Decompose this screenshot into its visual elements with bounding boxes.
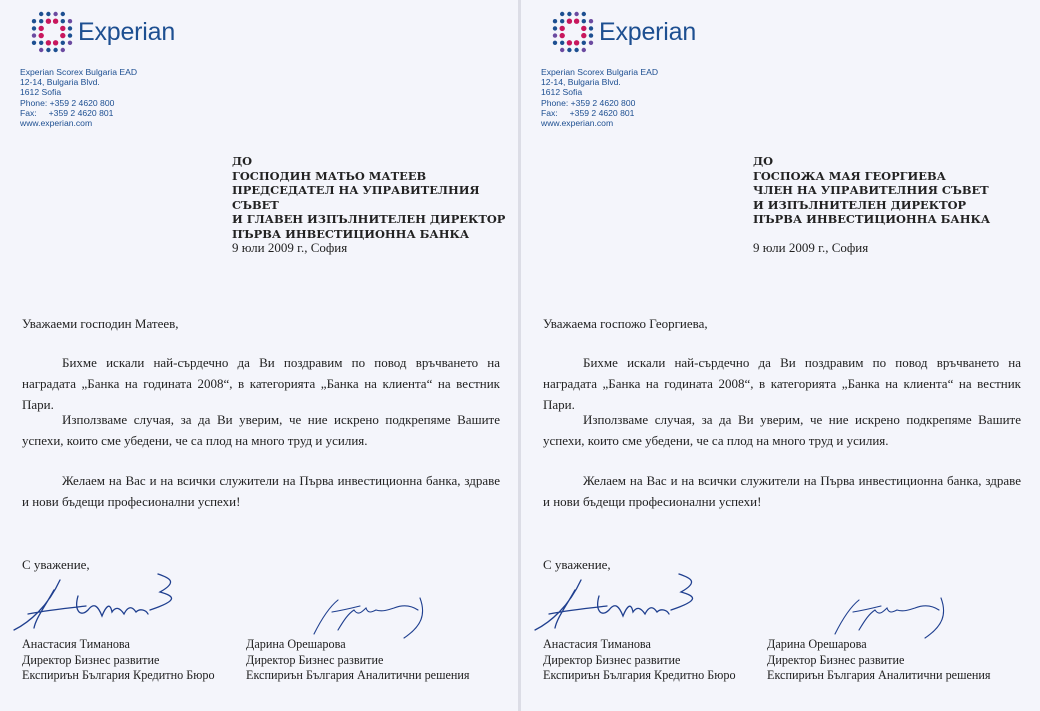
logo-dot	[32, 19, 36, 23]
letter-date: 9 юли 2009 г., София	[232, 240, 348, 255]
logo-dot	[61, 48, 65, 52]
recipient-line: ПРЕДСЕДАТЕЛ НА УПРАВИТЕЛНИЯ СЪВЕТ	[232, 183, 480, 212]
signer-title: Директор Бизнес развитие	[543, 652, 681, 667]
signer-right	[767, 637, 991, 684]
signature-left	[529, 566, 709, 638]
letter-page-right	[521, 0, 1040, 711]
logo-dot	[61, 19, 65, 23]
signer-left	[22, 637, 215, 684]
logo-dot	[553, 33, 557, 37]
logo-dot	[582, 48, 586, 52]
signer-company: Експириън България Кредитно Бюро	[22, 668, 215, 682]
logo-dot	[68, 19, 72, 23]
logo-dot	[39, 33, 44, 38]
address-line: Phone: +359 2 4620 800	[541, 97, 636, 108]
recipient-line: ПЪРВА ИНВЕСТИЦИОННА БАНКА	[232, 226, 470, 241]
signer-name: Дарина Орешарова	[767, 637, 867, 651]
recipient-block	[232, 154, 518, 242]
recipient-line: И ГЛАВЕН ИЗПЪЛНИТЕЛЕН ДИРЕКТОР	[232, 212, 506, 227]
address-line: 12-14, Bulgaria Blvd.	[541, 77, 621, 88]
logo-dot	[68, 41, 72, 45]
signer-company: Експириън България Аналитични решения	[767, 668, 991, 682]
logo-dot	[560, 33, 565, 38]
logo-dot	[39, 12, 43, 16]
logo-dot	[53, 40, 58, 45]
logo-dot	[567, 48, 571, 52]
signer-title: Директор Бизнес развитие	[246, 652, 384, 667]
logo-dot	[46, 40, 51, 45]
recipient-block	[753, 154, 990, 227]
body-paragraph: Използваме случая, за да Ви уверим, че ние искрено подкрепяме Вашите успехи, които сме убедени, че са плод на много труд и усилия.	[543, 412, 1021, 448]
logo-dot	[574, 19, 579, 24]
closing: С уважение,	[543, 557, 611, 572]
address-line: Experian Scorex Bulgaria EAD	[20, 67, 138, 77]
recipient-line: ДО	[753, 154, 774, 168]
salutation: Уважаеми господин Матеев,	[22, 316, 179, 331]
logo-dot	[53, 12, 57, 16]
logo-dot	[589, 41, 593, 45]
body-paragraph: Желаем на Вас и на всички служители на Първа инвестиционна банка, здраве и нови бъдещи професионални успехи!	[22, 473, 500, 509]
brand-name: Experian	[599, 18, 697, 46]
logo-dot	[61, 41, 65, 45]
logo-dot	[574, 40, 579, 45]
body-paragraph: Желаем на Вас и на всички служители на Първа инвестиционна банка, здраве и нови бъдещи професионални успехи!	[543, 473, 1021, 509]
signer-right	[246, 637, 470, 684]
logo-dot	[553, 41, 557, 45]
address-line: www.experian.com	[541, 118, 614, 129]
logo-dot	[60, 33, 65, 38]
experian-dots-icon	[30, 10, 74, 54]
logo-dot	[61, 12, 65, 16]
signer-company: Експириън България Аналитични решения	[246, 668, 470, 682]
signer-company: Експириън България Кредитно Бюро	[543, 668, 736, 682]
signer-left	[543, 637, 736, 684]
signer-name: Анастасия Тиманова	[543, 637, 651, 651]
logo-dot	[560, 12, 564, 16]
recipient-line: ПЪРВА ИНВЕСТИЦИОННА БАНКА	[753, 212, 991, 227]
sender-address	[20, 67, 137, 128]
logo-dot	[574, 12, 578, 16]
letter-date: 9 юли 2009 г., София	[753, 240, 869, 255]
logo-dot	[39, 48, 43, 52]
brand-name: Experian	[78, 18, 176, 46]
logo-dot	[582, 12, 586, 16]
signer-title: Директор Бизнес развитие	[767, 652, 905, 667]
logo-dot	[582, 41, 586, 45]
logo-dot	[68, 26, 72, 30]
logo-dot	[567, 40, 572, 45]
address-line: Fax: +359 2 4620 801	[541, 107, 635, 118]
logo-dot	[589, 26, 593, 30]
salutation: Уважаема госпожо Георгиева,	[543, 316, 708, 331]
logo-dot	[582, 19, 586, 23]
signer-name: Анастасия Тиманова	[22, 637, 130, 651]
signature-right	[829, 590, 969, 644]
signer-title: Директор Бизнес развитие	[22, 652, 160, 667]
logo-dot	[553, 26, 557, 30]
logo-dot	[39, 41, 43, 45]
logo-dot	[581, 33, 586, 38]
address-line: www.experian.com	[20, 118, 93, 129]
experian-dots-icon	[551, 10, 595, 54]
recipient-line: ЧЛЕН НА УПРАВИТЕЛНИЯ СЪВЕТ	[753, 183, 989, 198]
logo-dot	[32, 26, 36, 30]
address-line: 1612 Sofia	[20, 87, 62, 98]
logo-dot	[560, 41, 564, 45]
logo-dot	[560, 48, 564, 52]
logo-dot	[39, 19, 43, 23]
logo-dot	[560, 26, 565, 31]
closing: С уважение,	[22, 557, 90, 572]
logo-dot	[567, 19, 572, 24]
signature-left	[8, 566, 188, 638]
recipient-line: ГОСПОЖА МАЯ ГЕОРГИЕВА	[753, 168, 946, 183]
body-paragraph: Бихме искали най-сърдечно да Ви поздравим по повод връчването на наградата „Банка на годината 2008“, в категорията „Банка на клиента“ на вестник Пари.	[543, 355, 1021, 412]
logo-dot	[39, 26, 44, 31]
logo-dot	[53, 48, 57, 52]
logo-dot	[68, 33, 72, 37]
logo-dot	[589, 19, 593, 23]
body-paragraph: Използваме случая, за да Ви уверим, че ние искрено подкрепяме Вашите успехи, които сме убедени, че са плод на много труд и усилия.	[22, 412, 500, 448]
logo-dot	[32, 33, 36, 37]
logo-dot	[574, 48, 578, 52]
signature-right	[308, 590, 448, 644]
sender-address	[541, 67, 658, 128]
address-line: Phone: +359 2 4620 800	[20, 97, 115, 108]
address-line: 1612 Sofia	[541, 87, 583, 98]
logo-dot	[46, 19, 51, 24]
address-line: Fax: +359 2 4620 801	[20, 107, 114, 118]
address-line: Experian Scorex Bulgaria EAD	[541, 67, 659, 77]
logo-dot	[46, 48, 50, 52]
body-paragraph: Бихме искали най-сърдечно да Ви поздравим по повод връчването на наградата „Банка на годината 2008“, в категорията „Банка на клиента“ на вестник Пари.	[22, 355, 500, 412]
recipient-line: ДО	[232, 154, 253, 168]
logo-dot	[567, 12, 571, 16]
address-line: 12-14, Bulgaria Blvd.	[20, 77, 100, 88]
letter-page-left	[0, 0, 518, 711]
logo-dot	[581, 26, 586, 31]
signer-name: Дарина Орешарова	[246, 637, 346, 651]
logo-dot	[32, 41, 36, 45]
logo-dot	[553, 19, 557, 23]
logo-dot	[60, 26, 65, 31]
logo-dot	[53, 19, 58, 24]
recipient-line: И ИЗПЪЛНИТЕЛЕН ДИРЕКТОР	[753, 197, 967, 212]
logo-dot	[46, 12, 50, 16]
recipient-line: ГОСПОДИН МАТЬО МАТЕЕВ	[232, 168, 427, 183]
logo-dot	[560, 19, 564, 23]
logo-dot	[589, 33, 593, 37]
